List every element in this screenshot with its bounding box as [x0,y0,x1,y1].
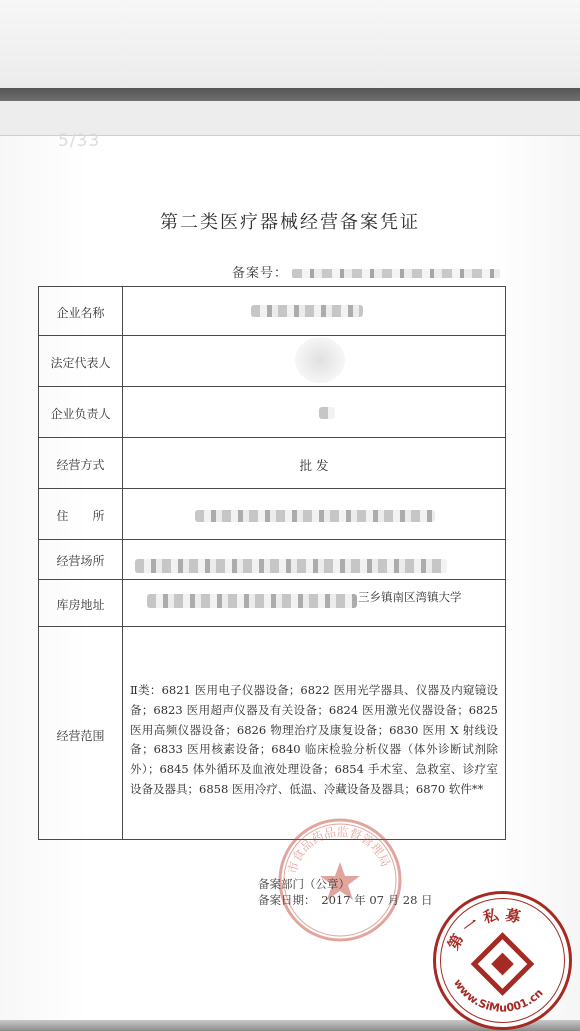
row-divider [39,386,505,387]
row-divider [39,437,505,438]
label-business-premises: 经营场所 [56,554,105,568]
row-divider [39,488,505,489]
row-divider [39,539,505,540]
redacted-company-name [251,305,363,317]
label-domicile: 住 所 [56,509,105,523]
label-business-mode: 经营方式 [56,458,105,472]
watermark-top-text: 第 一 私 募 [444,905,523,953]
document-title: 第二类医疗器械经营备案凭证 [160,212,420,233]
registration-form-table [38,286,506,840]
label-business-scope: 经营范围 [56,729,105,743]
redacted-company-head [319,407,335,419]
business-mode-value: 批 发 [299,458,329,473]
issue-date: 备案日期： 2017 年 07 月 28 日 [258,893,433,907]
page-separator [0,88,580,101]
page-number: 5/33 [58,131,101,151]
record-number-label: 备案号： [232,266,289,281]
label-warehouse-address: 库房地址 [56,598,105,612]
label-legal-representative: 法定代表人 [50,356,111,370]
redacted-legal-representative [295,337,345,383]
business-scope-value: Ⅱ类：6821 医用电子仪器设备；6822 医用光学器具、仪器及内窥镜设备；6823 医用超声仪器及有关设备；6824 医用激光仪器设备；6825 医用高频仪器设备；6826 物理治疗及康复设备；6830 医用 X 射线设备；6833 医用核素设备；6840 临床检验分析仪器（体外诊断试剂除外）；6845 体外循环及血液处理设备；6854 手术室、急救室、诊疗室设备及器具；6858 医用冷疗、低温、冷藏设备及器具；6870 软件** [130,683,498,796]
column-divider [122,287,123,839]
label-company-name: 企业名称 [56,306,105,320]
seal-text: 市食品药品监督管理局 [285,824,393,876]
label-company-head: 企业负责人 [50,407,111,421]
row-divider [39,626,505,627]
previous-page-edge [0,0,580,89]
warehouse-address-visible: 三乡镇南区湾镇大学 [358,590,462,604]
page-gap [0,101,580,135]
redacted-warehouse-address [147,594,357,608]
row-divider [39,579,505,580]
simu001-watermark-logo [432,890,573,1031]
redacted-business-premises [135,559,447,573]
record-number [232,262,500,281]
watermark-bottom-text: www.SiMu001.cn [450,976,546,1015]
issuing-department: 备案部门（公章） [258,877,350,891]
redacted-record-number [292,269,500,278]
row-divider [39,335,505,336]
redacted-domicile [195,510,435,522]
